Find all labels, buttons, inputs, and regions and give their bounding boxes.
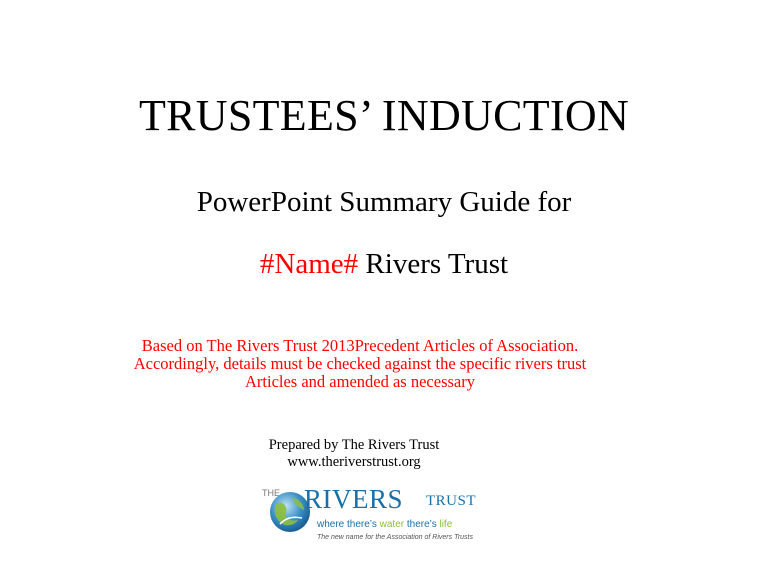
disclaimer-line-3: Articles and amended as necessary [245,372,475,391]
tagline-part-4: life [439,519,453,530]
disclaimer-line-1: Based on The Rivers Trust 2013Precedent Articles of Association. [141,336,579,355]
name-placeholder: #Name# [259,248,359,280]
logo-tagline [317,519,452,530]
disclaimer-line-2: Accordingly, details must be checked against the specific rivers trust [133,354,587,373]
slide-subtitle: PowerPoint Summary Guide for [196,186,572,218]
prepared-by-block [154,437,554,471]
prepared-by-text: Prepared by The Rivers Trust [268,437,440,453]
logo-trust-text: TRUST [426,493,477,509]
disclaimer [60,337,660,391]
trust-suffix: Rivers Trust [358,248,509,280]
tagline-part-2: water [379,519,405,530]
slide-title: TRUSTEES’ INDUCTION [138,91,630,140]
logo-subline: The new name for the Association of Rivers Trusts [317,534,474,541]
logo-rivers-text: RIVERS [304,484,404,514]
tagline-part-3: there’s [404,519,440,530]
tagline-part-1: where there’s [317,519,380,530]
website-text: www.theriverstrust.org [287,454,421,470]
trust-name-line [0,248,768,281]
rivers-trust-logo [262,484,482,548]
logo-the-text: THE [262,488,280,498]
